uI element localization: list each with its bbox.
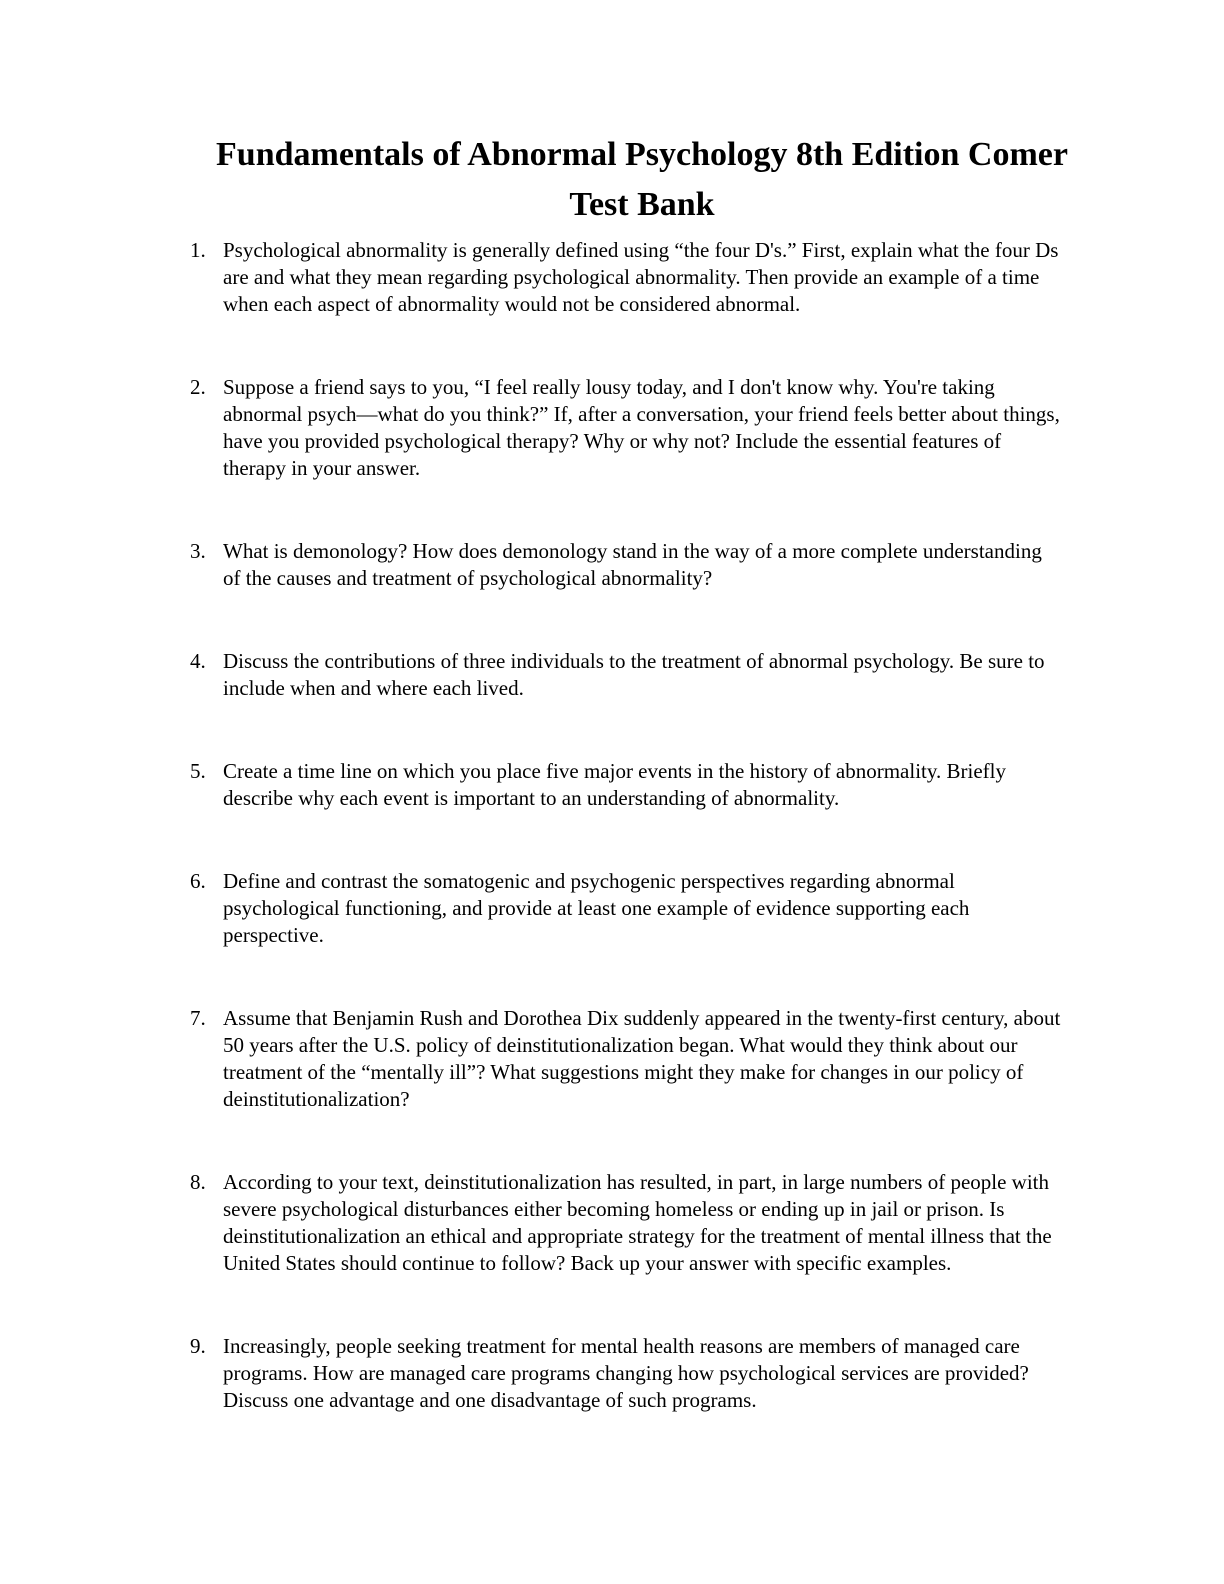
question-item-9 [0,1333,1224,1414]
question-item-6 [0,868,1224,949]
question-item-5 [0,758,1224,812]
question-text: Assume that Benjamin Rush and Dorothea Dix suddenly appeared in the twenty-first century, about 50 years after the U.S. policy of deinstitutionalization began. What would they think about our treatment of the “mentally ill”? What suggestions might they make for changes in our policy of deinstitutionalization? [223,1006,1061,1111]
question-item-1 [0,237,1224,318]
question-text: According to your text, deinstitutionalization has resulted, in part, in large numbers of people with severe psychological disturbances either becoming homeless or ending up in jail or prison. Is deinstitutionalization an ethical and appropriate strategy for the treatment of mental illness that the United States should continue to follow? Back up your answer with specific examples. [223,1170,1052,1275]
question-item-7 [0,1005,1224,1113]
question-number: 3. [190,539,206,563]
question-text: Suppose a friend says to you, “I feel really lousy today, and I don't know why. You're taking abnormal psych—what do you think?” If, after a conversation, your friend feels better about things, have you provided psychological therapy? Why or why not? Include the essential features of therapy in your answer. [223,375,1060,480]
question-item-8 [0,1169,1224,1277]
question-item-4 [0,648,1224,702]
question-number: 2. [190,375,206,399]
question-number: 6. [190,869,206,893]
question-number: 9. [190,1334,206,1358]
question-text: Psychological abnormality is generally defined using “the four D's.” First, explain what the four Ds are and what they mean regarding psychological abnormality. Then provide an example of a time when each aspect of abnormality would not be considered abnormal. [223,238,1059,316]
question-number: 5. [190,759,206,783]
question-number: 8. [190,1170,206,1194]
question-text: Define and contrast the somatogenic and psychogenic perspectives regarding abnormal psychological functioning, and provide at least one example of evidence supporting each perspective. [223,869,970,947]
question-number: 1. [190,238,206,262]
question-number: 4. [190,649,206,673]
question-text: What is demonology? How does demonology stand in the way of a more complete understanding of the causes and treatment of psychological abnormality? [223,539,1042,590]
question-text: Discuss the contributions of three individuals to the treatment of abnormal psychology. Be sure to include when and where each lived. [223,649,1045,700]
question-number: 7. [190,1006,206,1030]
question-item-3 [0,538,1224,592]
question-list [0,237,1224,1414]
page-title-line-2: Test Bank [569,186,715,223]
page-title-line-1: Fundamentals of Abnormal Psychology 8th Edition Comer [216,136,1068,173]
question-text: Create a time line on which you place five major events in the history of abnormality. Briefly describe why each event is important to an understanding of abnormality. [223,759,1006,810]
question-text: Increasingly, people seeking treatment for mental health reasons are members of managed care programs. How are managed care programs changing how psychological services are provided? Discuss one advantage and one disadvantage of such programs. [223,1334,1029,1412]
question-item-2 [0,374,1224,482]
page-title [0,130,1224,230]
